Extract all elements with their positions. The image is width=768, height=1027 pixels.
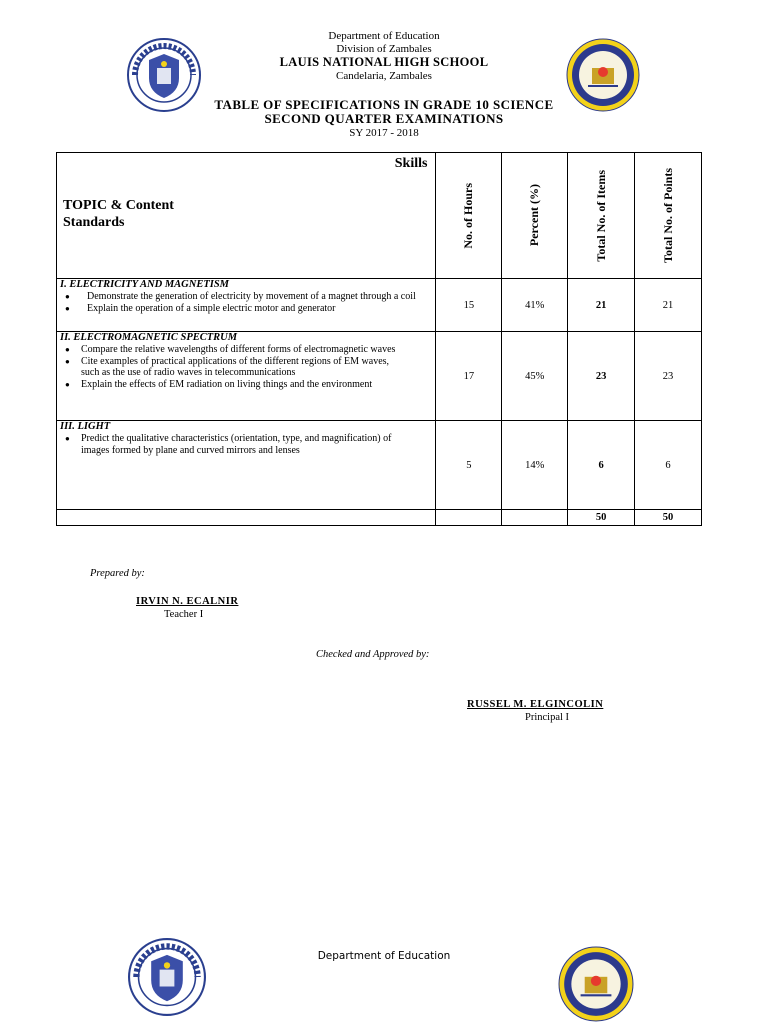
competency-item: ● Explain the effects of EM radiation on living things and the environment — [57, 379, 395, 391]
items-header: Total No. of Items — [593, 169, 608, 262]
hours-header: No. of Hours — [461, 182, 476, 249]
hours-value: 5 — [436, 421, 502, 510]
approved-by-label: Checked and Approved by: — [316, 649, 430, 660]
table-header-row — [57, 153, 702, 279]
competency-item: ● Cite examples of practical applications of the different regions of EM waves, such as the use of radio waves in telecommunications — [57, 356, 395, 379]
approved-by-name: RUSSEL M. ELGINCOLIN — [467, 699, 604, 710]
prepared-by-name: IRVIN N. ECALNIR — [136, 596, 239, 607]
competency-item: ● Predict the qualitative characteristics (orientation, type, and magnification) of images formed by plane and curved mirrors and lenses — [57, 433, 395, 456]
topic-cell — [57, 279, 436, 332]
doc-title-2: SECOND QUARTER EXAMINATIONS — [264, 111, 504, 126]
competency-item: ● Demonstrate the generation of electricity by movement of a magnet through a coil — [57, 291, 429, 303]
prepared-by-title: Teacher I — [164, 609, 204, 620]
hours-value: 15 — [436, 279, 502, 332]
items-value: 21 — [568, 279, 635, 332]
totals-row — [57, 510, 702, 526]
points-header: Total No. of Points — [660, 168, 675, 263]
doc-title-1: TABLE OF SPECIFICATIONS IN GRADE 10 SCIENCE — [214, 97, 554, 112]
school-year: SY 2017 - 2018 — [349, 127, 419, 139]
points-value: 23 — [635, 332, 702, 421]
items-value: 23 — [568, 332, 635, 421]
header-division: Division of Zambales — [336, 43, 432, 55]
school-seal-footer — [558, 946, 634, 1022]
topic-title: I. ELECTRICITY AND MAGNETISM — [60, 279, 230, 290]
topic-title: II. ELECTROMAGNETIC SPECTRUM — [60, 332, 238, 343]
topic-title: III. LIGHT — [60, 421, 111, 432]
header-school: LAUIS NATIONAL HIGH SCHOOL — [279, 55, 489, 69]
prepared-by-label: Prepared by: — [90, 568, 145, 579]
hours-header-cell — [436, 153, 502, 279]
competency-item: ● Explain the operation of a simple electric motor and generator — [57, 303, 429, 315]
points-value: 6 — [635, 421, 702, 510]
total-items: 50 — [568, 510, 635, 526]
topic-header-label: TOPIC & Content Standards — [63, 198, 174, 230]
total-points: 50 — [635, 510, 702, 526]
table-row — [57, 332, 702, 421]
footer-dept: Department of Education — [317, 950, 451, 962]
header-dept: Department of Education — [328, 30, 440, 42]
topic-header-cell — [57, 153, 436, 279]
items-header-cell — [568, 153, 635, 279]
items-value: 6 — [568, 421, 635, 510]
percent-header-cell — [502, 153, 568, 279]
approved-by-title: Principal I — [525, 712, 570, 723]
skills-label: Skills — [394, 156, 428, 171]
competency-item: ● Compare the relative wavelengths of different forms of electromagnetic waves — [57, 344, 395, 356]
percent-header: Percent (%) — [527, 184, 542, 247]
points-value: 21 — [635, 279, 702, 332]
table-row — [57, 279, 702, 332]
topic-cell — [57, 332, 436, 421]
topic-cell — [57, 421, 436, 510]
percent-value: 14% — [502, 421, 568, 510]
percent-value: 41% — [502, 279, 568, 332]
hours-value: 17 — [436, 332, 502, 421]
percent-value: 45% — [502, 332, 568, 421]
table-row — [57, 421, 702, 510]
specifications-table — [56, 152, 702, 526]
points-header-cell — [635, 153, 702, 279]
header-location: Candelaria, Zambales — [336, 70, 432, 82]
